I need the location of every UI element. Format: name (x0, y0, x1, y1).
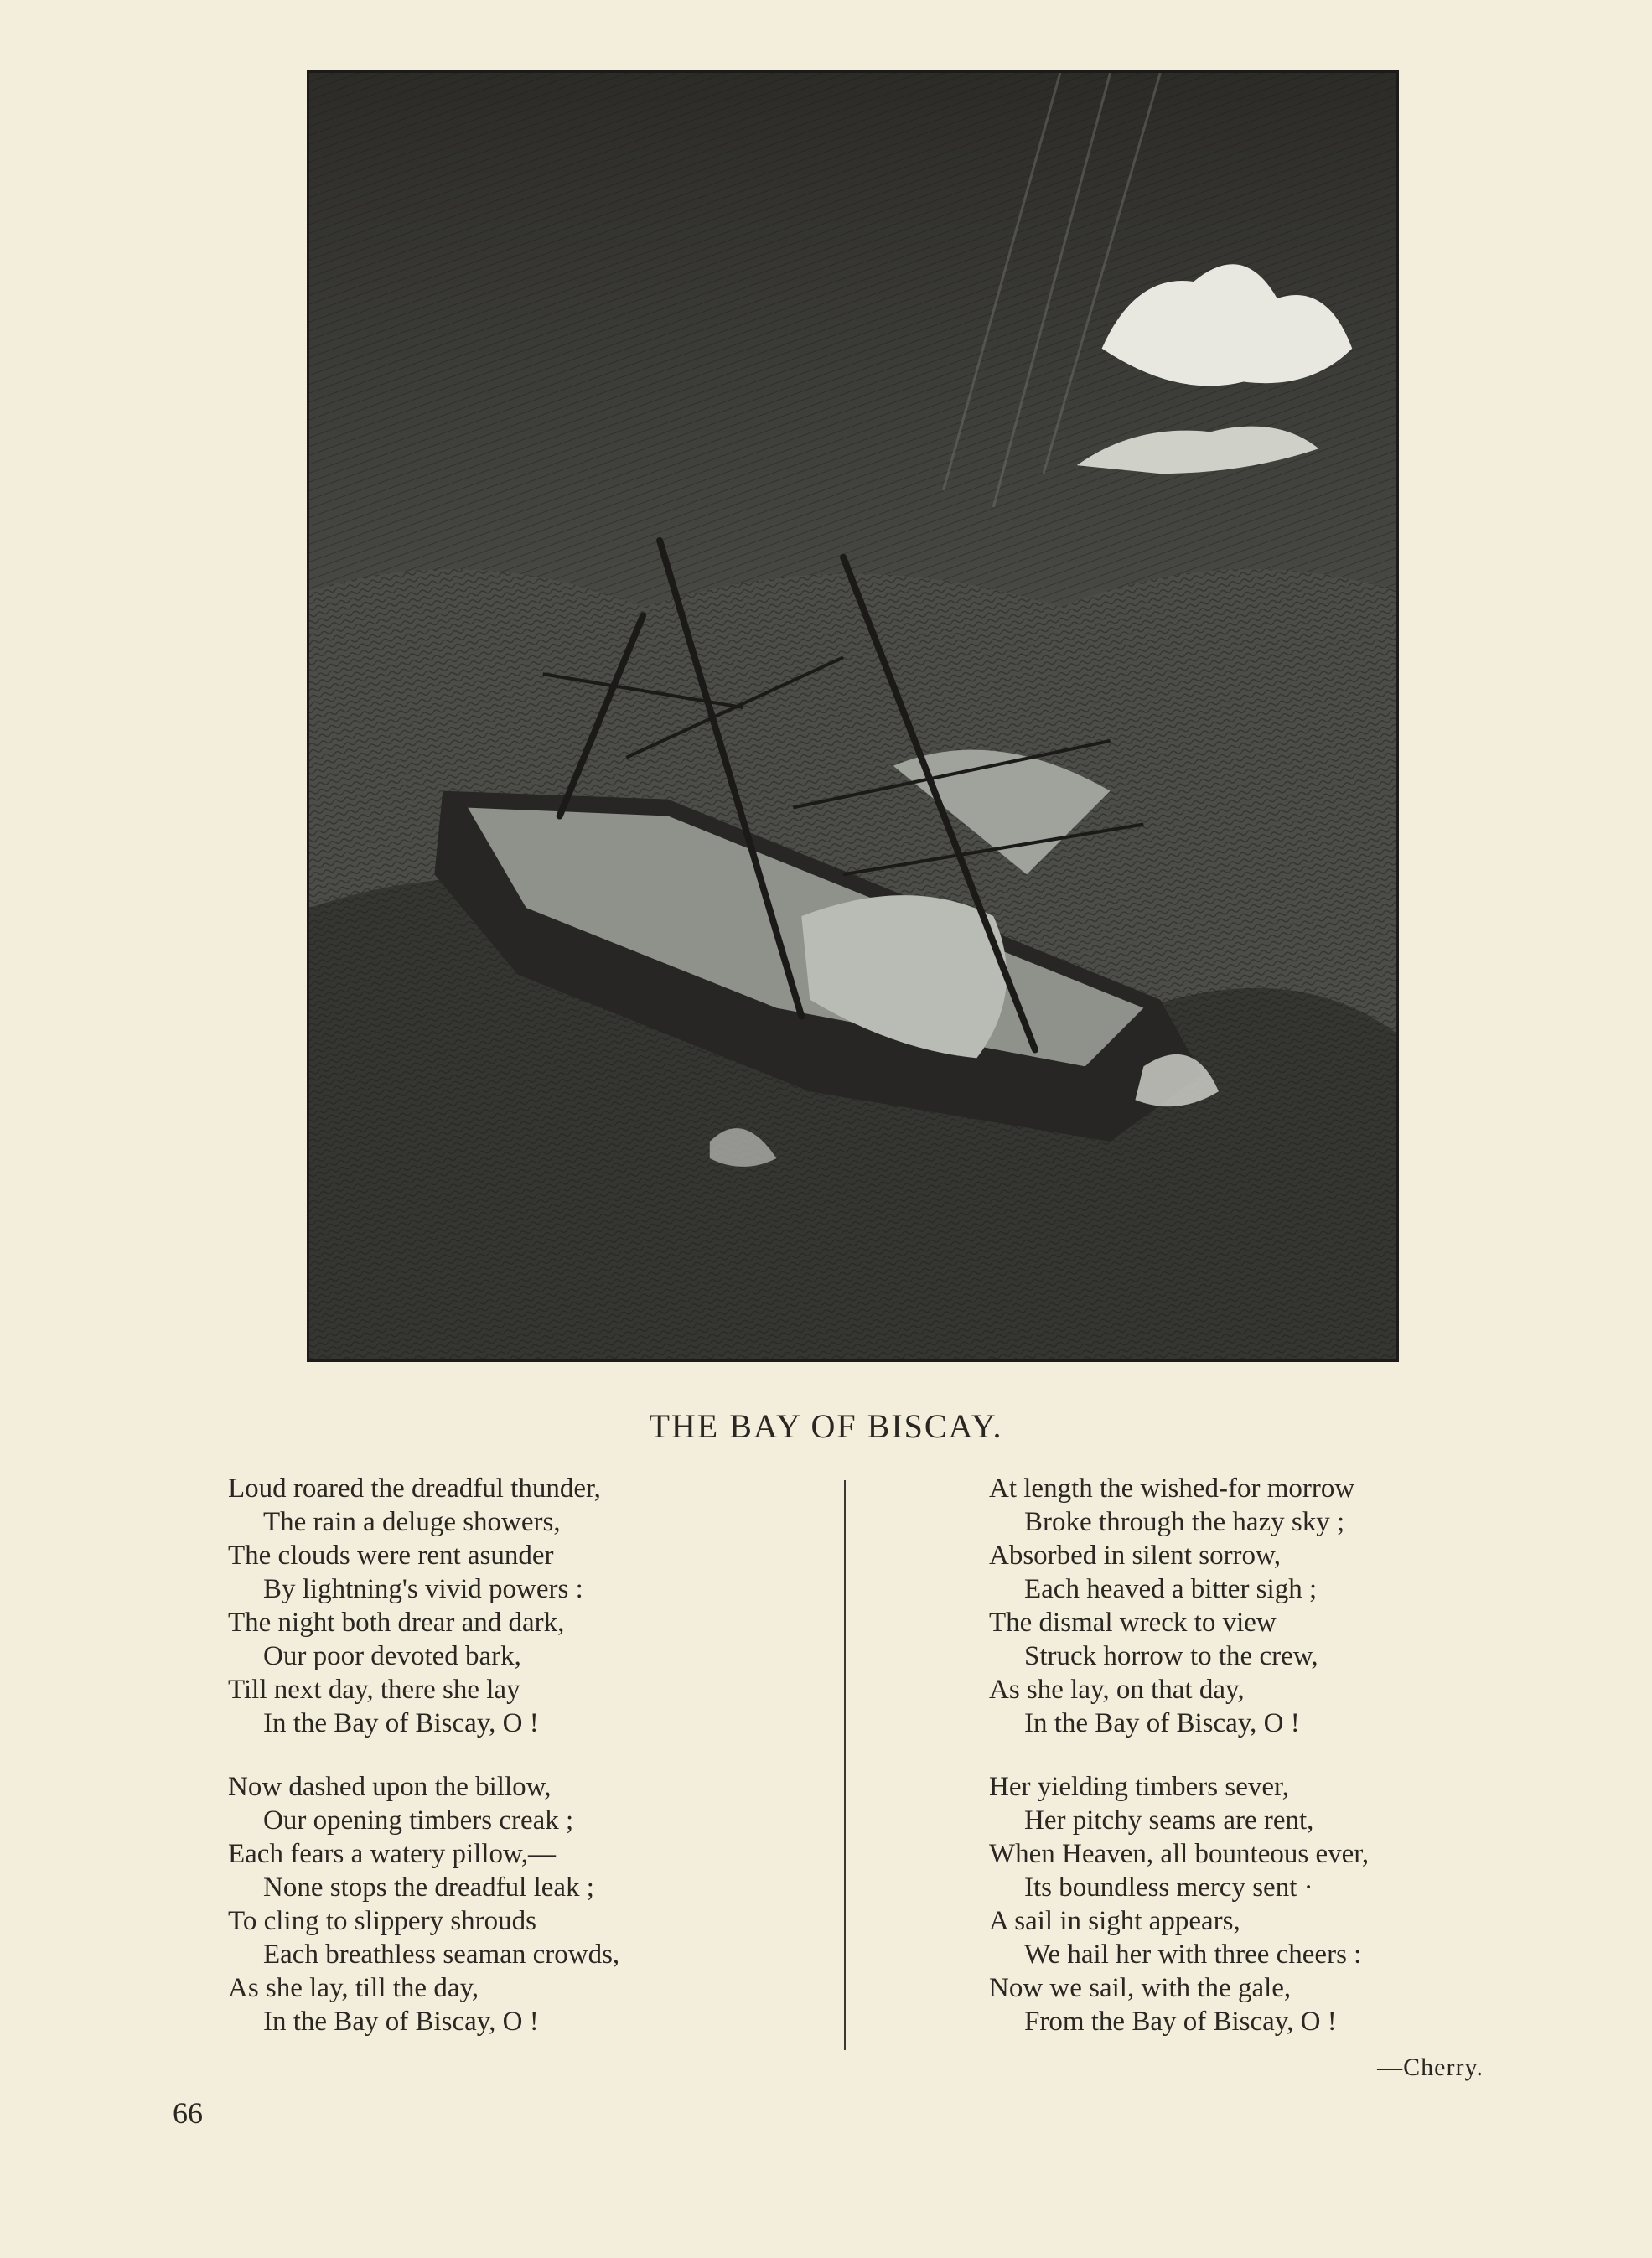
poem-line: Her yielding timbers sever, (989, 1772, 1289, 1802)
stanza (228, 1472, 848, 1740)
poem-line: Till next day, there she lay (228, 1675, 520, 1705)
poem-line: We hail her with three cheers : (1024, 1939, 1362, 1970)
poem-line: A sail in sight appears, (989, 1906, 1240, 1936)
page-number: 66 (173, 2096, 203, 2130)
poem-line: In the Bay of Biscay, O ! (1024, 1708, 1300, 1738)
poem-line: In the Bay of Biscay, O ! (263, 1708, 539, 1738)
poem-right-column (989, 1472, 1492, 2069)
poem-title: THE BAY OF BISCAY. (649, 1407, 1003, 1445)
poem-line: Absorbed in silent sorrow, (989, 1541, 1281, 1571)
storm-ship-picture (309, 73, 1396, 1359)
poem-line: As she lay, till the day, (228, 1973, 479, 2003)
stanza (989, 1472, 1492, 1740)
poem-line: The clouds were rent asunder (228, 1541, 554, 1571)
poem-attribution: —Cherry. (1377, 2053, 1484, 2081)
poem-line: Now dashed upon the billow, (228, 1772, 552, 1802)
poem-line: Her pitchy seams are rent, (1024, 1805, 1314, 1836)
poem-line: Our opening timbers creak ; (263, 1805, 574, 1836)
poem-line: Its boundless mercy sent · (1024, 1872, 1313, 1903)
poem-line: Each breathless seaman crowds, (263, 1939, 620, 1970)
poem-line: Loud roared the dreadful thunder, (228, 1473, 601, 1504)
poem-line: Now we sail, with the gale, (989, 1973, 1292, 2003)
poem-line: Each fears a watery pillow,— (228, 1839, 556, 1869)
poem-line: The dismal wreck to view (989, 1608, 1277, 1638)
poem-line: Our poor devoted bark, (263, 1641, 521, 1671)
poem-line: The rain a deluge showers, (263, 1507, 561, 1537)
poem-left-column (228, 1472, 848, 2069)
stanza (228, 1770, 848, 2038)
poem-line: At length the wished-for morrow (989, 1473, 1355, 1504)
poem-line: Each heaved a bitter sigh ; (1024, 1574, 1318, 1604)
poem-line: From the Bay of Biscay, O ! (1024, 2007, 1337, 2037)
poem-line: To cling to slippery shrouds (228, 1906, 536, 1936)
poem-line: None stops the dreadful leak ; (263, 1872, 594, 1903)
poem-line: In the Bay of Biscay, O ! (263, 2007, 539, 2037)
poem-line: By lightning's vivid powers : (263, 1574, 583, 1604)
shipwreck-engraving (307, 70, 1399, 1362)
poem-line: The night both drear and dark, (228, 1608, 565, 1638)
stanza (989, 1770, 1492, 2038)
poem-line: Struck horrow to the crew, (1024, 1641, 1318, 1671)
column-divider (844, 1480, 846, 2050)
poem-line: As she lay, on that day, (989, 1675, 1245, 1705)
poem-line: Broke through the hazy sky ; (1024, 1507, 1345, 1537)
poem-line: When Heaven, all bounteous ever, (989, 1839, 1370, 1869)
